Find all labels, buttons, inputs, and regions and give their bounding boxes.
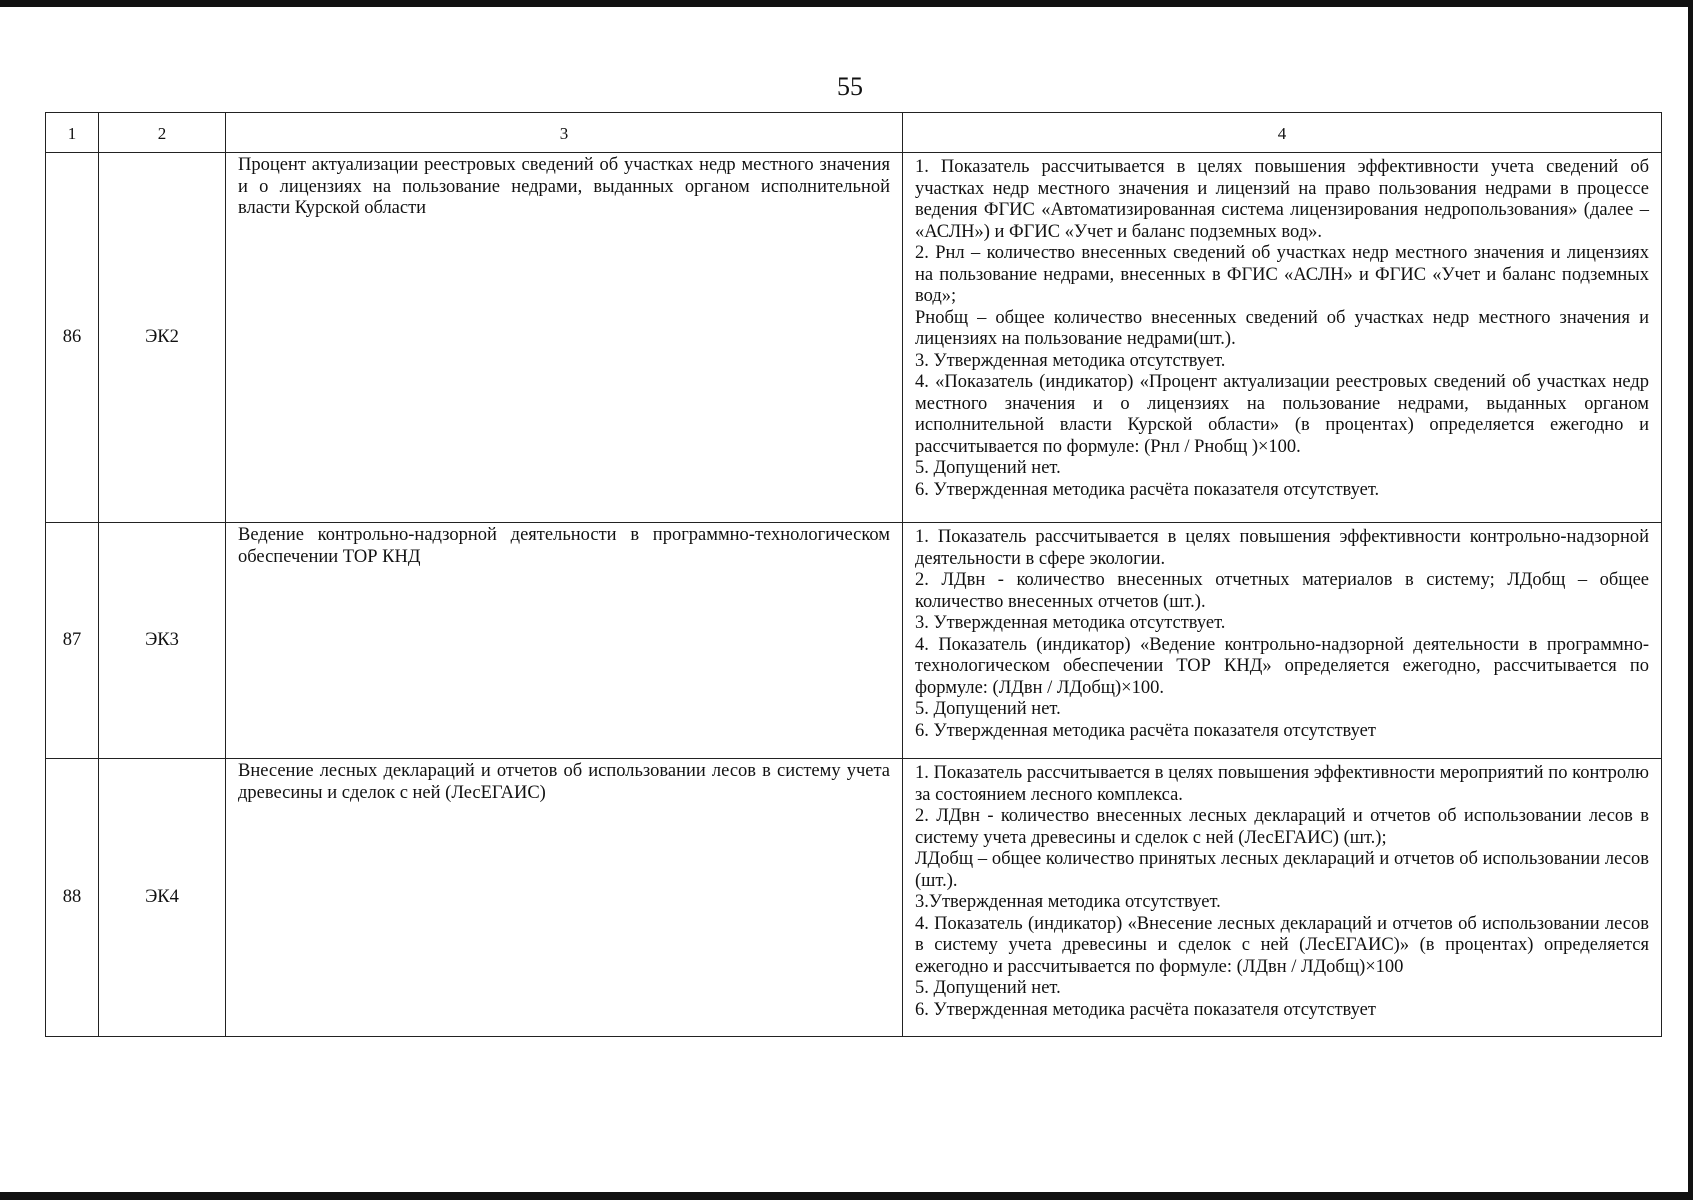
indicator-code: ЭК2 (99, 153, 226, 523)
description-paragraph: ЛДобщ – общее количество принятых лесных деклараций и отчетов об использовании лесов (шт.). (915, 849, 1649, 891)
row-number: 88 (46, 759, 99, 1037)
column-header: 3 (226, 113, 903, 153)
table-row (46, 523, 1662, 759)
column-header: 1 (46, 113, 99, 153)
description-paragraph: 3.Утвержденная методика отсутствует. (915, 892, 1221, 912)
description-paragraph: 1. Показатель рассчитывается в целях повышения эффективности контрольно-надзорной деятельности в сфере экологии. (915, 527, 1649, 569)
row-number: 86 (46, 153, 99, 523)
description-paragraph: 3. Утвержденная методика отсутствует. (915, 613, 1226, 633)
description-paragraph: 2. ЛДвн - количество внесенных отчетных материалов в систему; ЛДобщ – общее количество внесенных отчетов (шт.). (915, 570, 1649, 612)
column-header: 2 (99, 113, 226, 153)
description-paragraph: 4. Показатель (индикатор) «Ведение контрольно-надзорной деятельности в программно-технологическом обеспечении ТОР КНД» определяется ежегодно, рассчитывается по формуле: (ЛДвн / ЛДобщ)×100. (915, 634, 1649, 698)
table-row (46, 153, 1662, 523)
description-paragraph: 3. Утвержденная методика отсутствует. (915, 350, 1226, 371)
indicator-description (903, 523, 1662, 759)
description-paragraph: 4. «Показатель (индикатор) «Процент актуализации реестровых сведений об участках недр местного значения и о лицензиях на пользование недрами, выданных органом исполнительной власти Курской области» (в процентах) определяется ежегодно и рассчитывается по формуле: (Рнл / Рнобщ )×100. (915, 372, 1649, 457)
description-paragraph: 5. Допущений нет. (915, 699, 1061, 719)
description-paragraph: 2. ЛДвн - количество внесенных лесных деклараций и отчетов об использовании лесов в систему учета древесины и сделок с ней (ЛесЕГАИС) (шт.); (915, 806, 1649, 848)
row-number: 87 (46, 523, 99, 759)
description-paragraph: 6. Утвержденная методика расчёта показателя отсутствует (915, 999, 1376, 1020)
description-paragraph: 5. Допущений нет. (915, 458, 1061, 478)
table-row (46, 759, 1662, 1037)
indicators-table (45, 112, 1662, 1037)
description-paragraph: 5. Допущений нет. (915, 978, 1061, 998)
table-header-row (46, 113, 1662, 153)
indicator-name: Внесение лесных деклараций и отчетов об использовании лесов в систему учета древесины и сделок с ней (ЛесЕГАИС) (226, 759, 903, 1037)
indicator-name: Процент актуализации реестровых сведений об участках недр местного значения и о лицензиях на пользование недрами, выданных органом исполнительной власти Курской области (226, 153, 903, 523)
description-paragraph: 6. Утвержденная методика расчёта показателя отсутствует (915, 720, 1376, 741)
description-paragraph: 4. Показатель (индикатор) «Внесение лесных деклараций и отчетов об использовании лесов в систему учета древесины и сделок с ней (ЛесЕГАИС)» (в процентах) определяется ежегодно и рассчитывается по формуле: (ЛДвн / ЛДобщ)×100 (915, 913, 1649, 977)
description-paragraph: 1. Показатель рассчитывается в целях повышения эффективности учета сведений об участках недр местного значения и лицензий на право пользования недрами в процессе ведения ФГИС «Автоматизированная система лицензирования недропользования» (далее – «АСЛН») и ФГИС «Учет и баланс подземных вод». (915, 157, 1649, 242)
description-paragraph: 1. Показатель рассчитывается в целях повышения эффективности мероприятий по контролю за состоянием лесного комплекса. (915, 763, 1649, 805)
description-paragraph: Рнобщ – общее количество внесенных сведений об участках недр местного значения и лицензиях на пользование недрами(шт.). (915, 307, 1649, 349)
indicator-code: ЭК4 (99, 759, 226, 1037)
column-header: 4 (903, 113, 1662, 153)
description-paragraph: 6. Утвержденная методика расчёта показателя отсутствует. (915, 479, 1380, 500)
indicator-code: ЭК3 (99, 523, 226, 759)
page-number: 55 (837, 72, 863, 101)
indicator-description (903, 759, 1662, 1037)
indicator-description (903, 153, 1662, 523)
description-paragraph: 2. Рнл – количество внесенных сведений об участках недр местного значения и лицензиях на пользование недрами, внесенных в ФГИС «АСЛН» и ФГИС «Учет и баланс подземных вод»; (915, 243, 1649, 306)
indicator-name: Ведение контрольно-надзорной деятельности в программно-технологическом обеспечении ТОР КНД (226, 523, 903, 759)
